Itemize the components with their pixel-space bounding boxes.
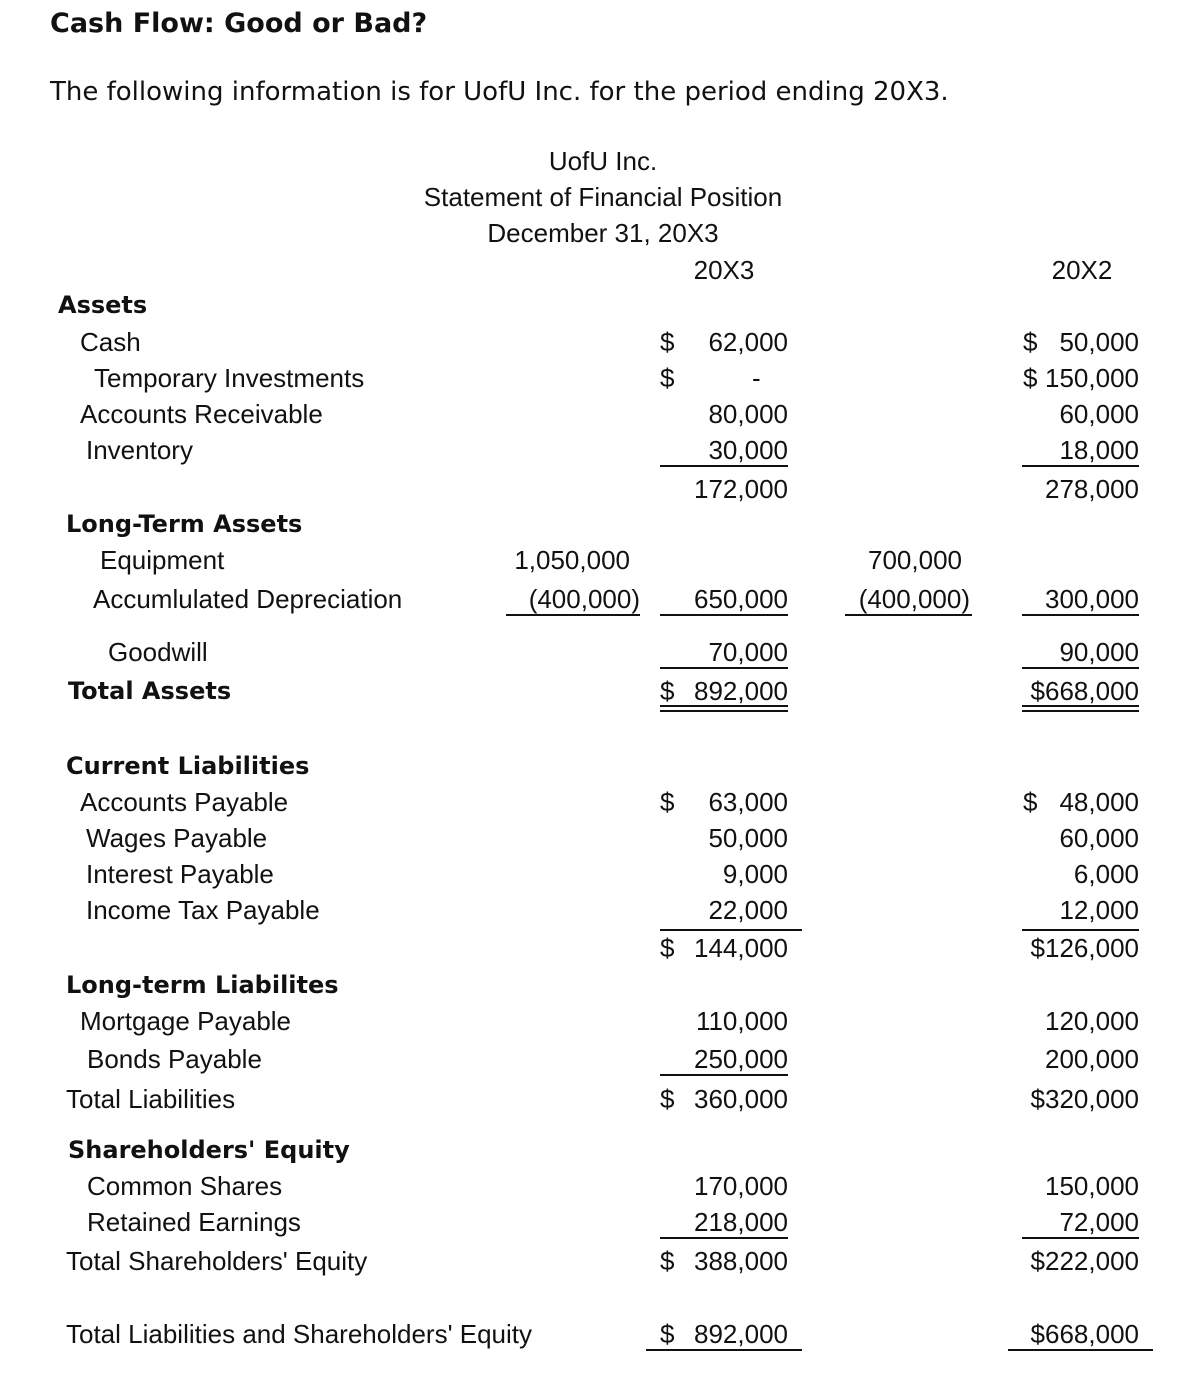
current-liabilities-total-20x3: 144,000 bbox=[694, 933, 788, 963]
interest-payable-label: Interest Payable bbox=[86, 859, 274, 889]
shareholders-equity-heading: Shareholders' Equity bbox=[68, 1136, 350, 1164]
total-shareholders-equity-20x2: $222,000 bbox=[1030, 1246, 1139, 1276]
underline bbox=[506, 614, 640, 616]
mortgage-payable-label: Mortgage Payable bbox=[80, 1006, 292, 1036]
subtotal-line bbox=[1022, 929, 1139, 931]
accumulated-depreciation-label: Accumlulated Depreciation bbox=[93, 584, 403, 614]
underline bbox=[845, 614, 972, 616]
long-term-assets-heading: Long-Term Assets bbox=[66, 510, 303, 538]
net-equipment-20x2: 300,000 bbox=[1045, 584, 1139, 614]
accounts-payable-label: Accounts Payable bbox=[80, 787, 289, 817]
total-assets-20x3: 892,000 bbox=[694, 676, 788, 706]
column-header-20x2: 20X2 bbox=[1051, 255, 1113, 285]
dollar-sign: $ bbox=[660, 1084, 675, 1114]
page-heading: Cash Flow: Good or Bad? bbox=[50, 8, 428, 39]
equipment-gross-20x3: 1,050,000 bbox=[514, 545, 630, 575]
wages-payable-20x2: 60,000 bbox=[1059, 823, 1139, 853]
temporary-investments-20x3: - bbox=[752, 363, 761, 393]
subtotal-line bbox=[660, 667, 788, 669]
wages-payable-20x3: 50,000 bbox=[708, 823, 788, 853]
retained-earnings-label: Retained Earnings bbox=[87, 1207, 301, 1237]
inventory-20x2: 18,000 bbox=[1059, 435, 1139, 465]
current-liabilities-total-20x2: $126,000 bbox=[1030, 933, 1139, 963]
dollar-sign: $ bbox=[660, 676, 675, 706]
bonds-payable-20x2: 200,000 bbox=[1045, 1044, 1139, 1074]
accounts-receivable-label: Accounts Receivable bbox=[80, 399, 323, 429]
total-assets-20x2: $668,000 bbox=[1030, 676, 1139, 706]
goodwill-20x3: 70,000 bbox=[708, 637, 788, 667]
total-shareholders-equity-20x3: 388,000 bbox=[694, 1246, 788, 1276]
subtotal-line bbox=[1022, 465, 1139, 467]
accounts-receivable-20x2: 60,000 bbox=[1059, 399, 1139, 429]
bonds-payable-20x3: 250,000 bbox=[694, 1044, 788, 1074]
income-tax-payable-20x2: 12,000 bbox=[1059, 895, 1139, 925]
common-shares-20x2: 150,000 bbox=[1045, 1171, 1139, 1201]
underline bbox=[1022, 614, 1139, 616]
underline bbox=[660, 614, 788, 616]
subtotal-line bbox=[660, 929, 802, 931]
dollar-sign: $ bbox=[1023, 363, 1038, 393]
accounts-receivable-20x3: 80,000 bbox=[708, 399, 788, 429]
current-liabilities-heading: Current Liabilities bbox=[66, 752, 310, 780]
total-liabilities-and-equity-20x2: $668,000 bbox=[1030, 1319, 1139, 1349]
dollar-sign: $ bbox=[1023, 787, 1038, 817]
statement-title: Statement of Financial Position bbox=[423, 182, 783, 212]
current-assets-total-20x2: 278,000 bbox=[1045, 474, 1139, 504]
total-liabilities-and-equity-20x3: 892,000 bbox=[694, 1319, 788, 1349]
net-equipment-20x3: 650,000 bbox=[694, 584, 788, 614]
subtotal-line bbox=[660, 1074, 788, 1076]
cash-20x2: 50,000 bbox=[1059, 327, 1139, 357]
company-name: UofU Inc. bbox=[548, 146, 658, 176]
retained-earnings-20x2: 72,000 bbox=[1059, 1207, 1139, 1237]
equipment-gross-20x2: 700,000 bbox=[868, 545, 962, 575]
bonds-payable-label: Bonds Payable bbox=[87, 1044, 262, 1074]
accumulated-depreciation-20x2: (400,000) bbox=[858, 584, 970, 614]
current-assets-total-20x3: 172,000 bbox=[694, 474, 788, 504]
dollar-sign: $ bbox=[660, 1319, 675, 1349]
goodwill-20x2: 90,000 bbox=[1059, 637, 1139, 667]
subtotal-line bbox=[1022, 1237, 1139, 1239]
subtotal-line bbox=[1022, 667, 1139, 669]
intro-text: The following information is for UofU Inc. for the period ending 20X3. bbox=[50, 77, 949, 107]
mortgage-payable-20x3: 110,000 bbox=[695, 1006, 788, 1036]
dollar-sign: $ bbox=[660, 327, 675, 357]
wages-payable-label: Wages Payable bbox=[86, 823, 268, 853]
subtotal-line bbox=[660, 465, 788, 467]
dollar-sign: $ bbox=[660, 1246, 675, 1276]
cash-label: Cash bbox=[80, 327, 141, 357]
accounts-payable-20x2: 48,000 bbox=[1059, 787, 1139, 817]
income-tax-payable-20x3: 22,000 bbox=[708, 895, 788, 925]
income-tax-payable-label: Income Tax Payable bbox=[86, 895, 320, 925]
column-header-20x3: 20X3 bbox=[693, 255, 755, 285]
dollar-sign: $ bbox=[660, 933, 675, 963]
common-shares-20x3: 170,000 bbox=[694, 1171, 788, 1201]
temporary-investments-20x2: 150,000 bbox=[1045, 363, 1139, 393]
dollar-sign: $ bbox=[1023, 327, 1038, 357]
temporary-investments-label: Temporary Investments bbox=[94, 363, 365, 393]
dollar-sign: $ bbox=[660, 363, 675, 393]
interest-payable-20x3: 9,000 bbox=[722, 859, 788, 889]
accumulated-depreciation-20x3: (400,000) bbox=[528, 584, 640, 614]
double-underline bbox=[660, 705, 788, 712]
equipment-label: Equipment bbox=[100, 545, 225, 575]
total-underline bbox=[646, 1349, 802, 1351]
double-underline bbox=[1022, 705, 1139, 712]
total-liabilities-20x3: 360,000 bbox=[694, 1084, 788, 1114]
total-liabilities-and-equity-label: Total Liabilities and Shareholders' Equity bbox=[66, 1319, 533, 1349]
goodwill-label: Goodwill bbox=[108, 637, 208, 667]
interest-payable-20x2: 6,000 bbox=[1073, 859, 1139, 889]
statement-date: December 31, 20X3 bbox=[487, 218, 719, 248]
assets-heading: Assets bbox=[58, 291, 148, 319]
total-shareholders-equity-label: Total Shareholders' Equity bbox=[66, 1246, 368, 1276]
mortgage-payable-20x2: 120,000 bbox=[1045, 1006, 1139, 1036]
subtotal-line bbox=[660, 1237, 788, 1239]
total-liabilities-20x2: $320,000 bbox=[1030, 1084, 1139, 1114]
long-term-liabilities-heading: Long-term Liabilites bbox=[66, 971, 339, 999]
cash-20x3: 62,000 bbox=[708, 327, 788, 357]
accounts-payable-20x3: 63,000 bbox=[708, 787, 788, 817]
total-assets-label: Total Assets bbox=[68, 677, 232, 705]
inventory-label: Inventory bbox=[86, 435, 193, 465]
total-liabilities-label: Total Liabilities bbox=[66, 1084, 236, 1114]
retained-earnings-20x3: 218,000 bbox=[694, 1207, 788, 1237]
total-underline bbox=[1008, 1349, 1153, 1351]
dollar-sign: $ bbox=[660, 787, 675, 817]
inventory-20x3: 30,000 bbox=[708, 435, 788, 465]
common-shares-label: Common Shares bbox=[87, 1171, 283, 1201]
